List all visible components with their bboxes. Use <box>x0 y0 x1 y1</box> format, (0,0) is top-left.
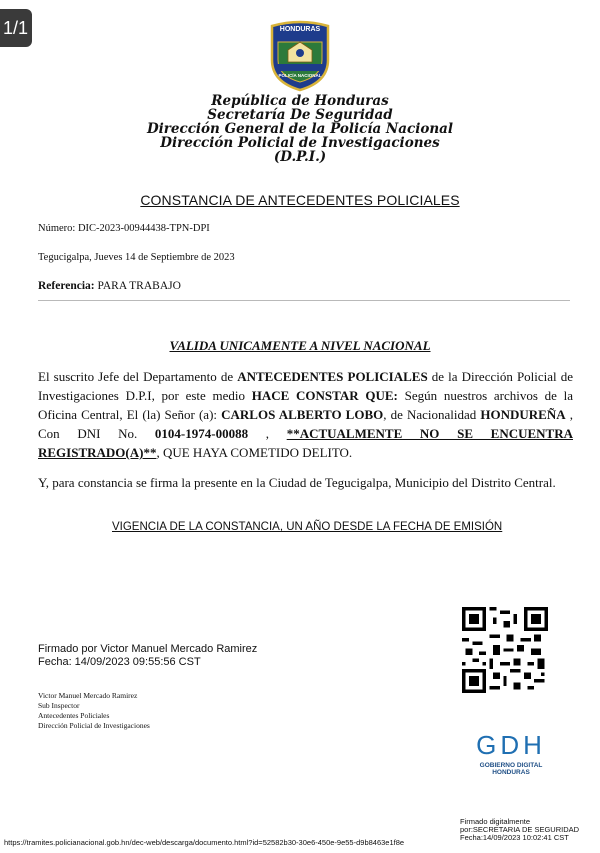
issue-date: Tegucigalpa, Jueves 14 de Septiembre de 2023 <box>38 252 235 263</box>
closing-paragraph: Y, para constancia se firma la presente en la Ciudad de Tegucigalpa, Municipio del Distrito Central. <box>38 475 556 490</box>
seal-bottom-text: POLICÍA NACIONAL <box>278 73 322 78</box>
signed-by: Firmado por Victor Manuel Mercado Ramirez <box>38 643 258 655</box>
validity-period: VIGENCIA DE LA CONSTANCIA, UN AÑO DESDE LA FECHA DE EMISIÓN <box>112 521 503 533</box>
institution-header <box>0 94 600 164</box>
signature-block <box>38 643 257 669</box>
body-text: , de Nacionalidad <box>383 407 481 422</box>
page-indicator: 1/1 <box>0 9 32 47</box>
nationality: HONDUREÑA <box>480 407 566 422</box>
body-text: El suscrito Jefe del Departamento de <box>38 369 238 384</box>
digital-signature <box>460 818 579 842</box>
qr-code-icon <box>462 607 548 693</box>
body-text: Según nuestros archivos de la Oficina Central, El (la) Señor (a): <box>38 388 573 422</box>
validity-scope: VALIDA UNICAMENTE A NIVEL NACIONAL <box>169 338 431 353</box>
person-name: CARLOS ALBERTO LOBO <box>221 407 384 422</box>
department-name: ANTECEDENTES POLICIALES <box>237 369 428 384</box>
certifies-phrase: HACE CONSTAR QUE: <box>251 388 398 403</box>
signer-line: Sub Inspector <box>38 701 80 710</box>
footer-url: https://tramites.policianacional.gob.hn/dec-web/descarga/documento.html?id=52582b30-30e6-450e-9e55-d9b8463e1f8e <box>4 838 405 847</box>
header-line: (D.P.I.) <box>273 149 327 165</box>
record-status: **ACTUALMENTE NO SE ENCUENTRA REGISTRADO(A)** <box>38 426 573 460</box>
referencia-value: PARA TRABAJO <box>97 280 181 292</box>
referencia-label: Referencia: <box>38 280 95 292</box>
numero-label: Número: <box>38 223 76 234</box>
body-text: , QUE HAYA COMETIDO DELITO. <box>156 445 353 460</box>
digital-signature-line: Fecha:14/09/2023 10:02:41 CST <box>460 833 569 842</box>
numero-value: DIC-2023-00944438-TPN-DPI <box>77 223 210 234</box>
header-line: República de Honduras <box>211 93 389 109</box>
digital-signature-line: Firmado digitalmente <box>460 817 531 826</box>
body-text: de la Dirección Policial de Investigaciones D.P.I, por este medio <box>38 369 574 403</box>
document-number <box>38 223 210 234</box>
gdh-subtitle: GOBIERNO DIGITAL HONDURAS <box>479 762 543 776</box>
signer-line: Dirección Policial de Investigaciones <box>38 721 150 730</box>
header-line: Dirección General de la Policía Nacional <box>146 121 454 137</box>
header-line: Dirección Policial de Investigaciones <box>160 135 440 151</box>
seal-top-text: HONDURAS <box>279 26 321 33</box>
gdh-logo <box>466 730 556 776</box>
document-title: CONSTANCIA DE ANTECEDENTES POLICIALES <box>140 192 460 208</box>
body-text: , <box>248 426 287 441</box>
dni-number: 0104-1974-00088 <box>154 426 249 441</box>
header-line: Secretaría De Seguridad <box>207 107 393 123</box>
gdh-letters: GDH <box>476 730 546 760</box>
body-text: , Con DNI No. <box>38 407 573 441</box>
certificate-body <box>38 367 573 462</box>
reference <box>38 280 181 292</box>
signer-line: Victor Manuel Mercado Ramirez <box>38 691 138 700</box>
signer-line: Antecedentes Policiales <box>38 711 110 720</box>
signed-date: Fecha: 14/09/2023 09:55:56 CST <box>38 656 201 668</box>
divider <box>38 300 570 301</box>
digital-signature-line: por:SECRETARIA DE SEGURIDAD <box>460 825 580 834</box>
signer-details <box>38 691 150 731</box>
